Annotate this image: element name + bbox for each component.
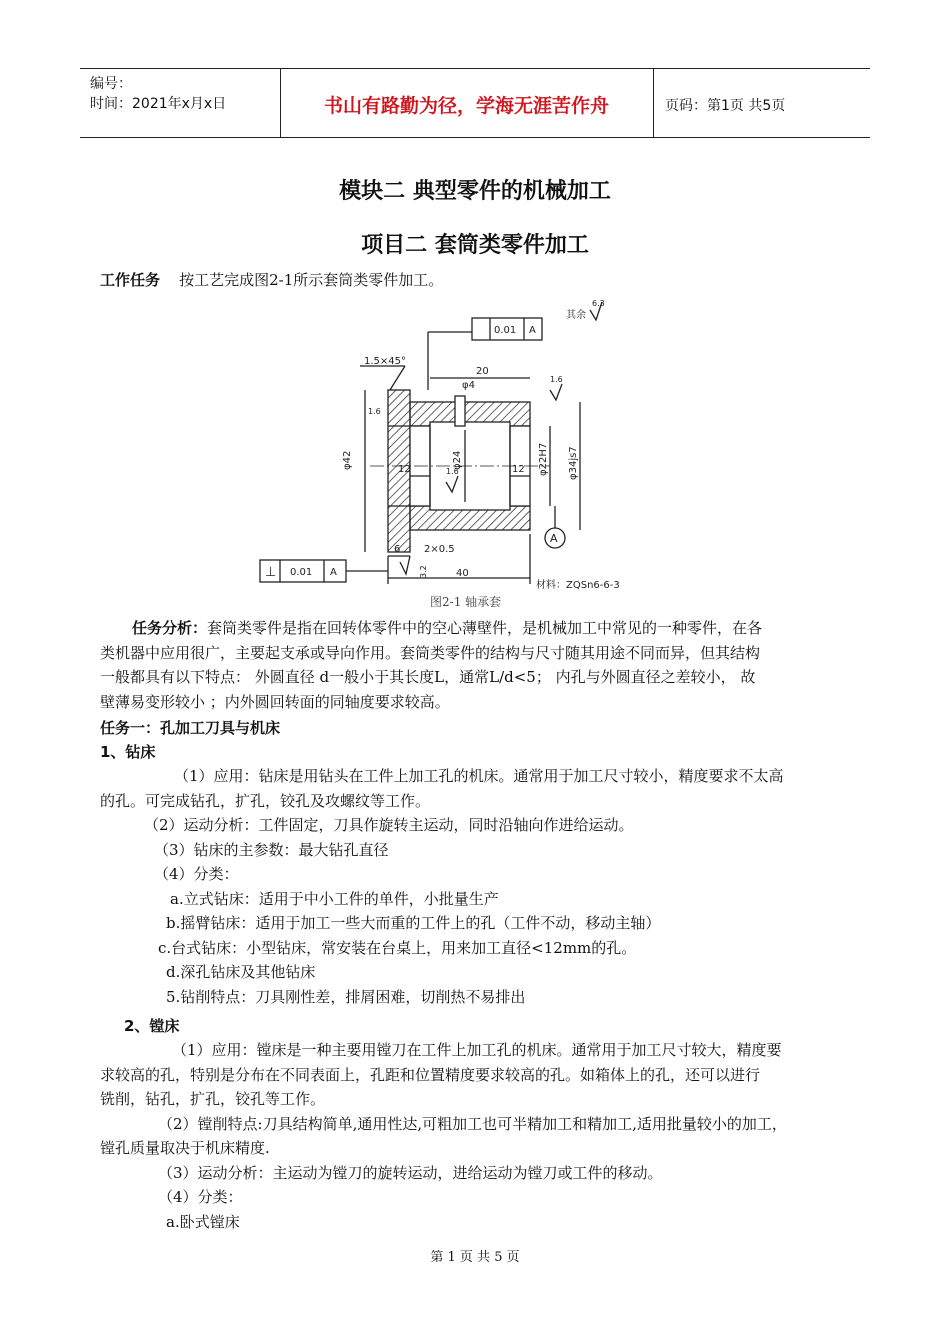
phi4-label: φ4	[462, 380, 475, 391]
len12a-label: 12	[398, 464, 411, 475]
drill-line-3: （2）运动分析：工件固定，刀具作旋转主运动，同时沿轴向作进给运动。	[144, 816, 634, 834]
tol-bottom-datum: A	[330, 567, 337, 578]
analysis-line-1: 套筒类零件是指在回转体零件中的空心薄壁件，是机械加工中常见的一种零件，在各	[207, 619, 763, 637]
tol-top-value: 0.01	[494, 325, 517, 336]
header-motto-cell	[280, 69, 654, 137]
len6-label: 6	[394, 544, 401, 555]
boring-line-2: 求较高的孔，特别是分布在不同表面上，孔距和位置精度要求较高的孔。如箱体上的孔，还可以进行	[100, 1065, 761, 1084]
phi34-label: φ34js7	[568, 446, 579, 480]
drill-line-4: （3）钻床的主参数：最大钻孔直径	[154, 840, 389, 859]
phi42-label: φ42	[342, 450, 353, 470]
project-title: 项目二 套筒类零件加工	[361, 233, 589, 258]
boring-section	[100, 1038, 852, 1234]
boring-line-1: （1）应用：镗床是一种主要用镗刀在工件上加工孔的机床。通常用于加工尺寸较大，精度要	[172, 1041, 782, 1059]
bushing-drawing	[250, 298, 630, 598]
boring-heading: 2、镗床	[124, 1017, 180, 1035]
ra16a-label: 1.6	[550, 375, 563, 384]
analysis-paragraph	[100, 616, 852, 714]
analysis-line-2: 类机器中应用很广，主要起支承或导向作用。套筒类零件的结构与尺寸随其用途不同而异，但其结构	[100, 643, 761, 662]
datum-a-label: A	[550, 532, 558, 545]
work-task	[100, 268, 852, 293]
groove-label: 2×0.5	[424, 544, 455, 555]
boring-line-6: （3）运动分析：主运动为镗刀的旋转运动，进给运动为镗刀或工件的移动。	[158, 1163, 663, 1182]
code-label: 编号：	[90, 76, 132, 92]
work-task-text: 按工艺完成图2-1所示套筒类零件加工。	[179, 271, 444, 289]
analysis-label: 任务分析：	[132, 619, 208, 637]
oil-hole	[455, 396, 465, 426]
page-footer: 第 1 页 共 5 页	[430, 1250, 520, 1265]
drill-section	[100, 764, 852, 1009]
figure-caption: 图2-1 轴承套	[430, 595, 502, 607]
work-task-label: 工作任务	[100, 271, 161, 289]
time-label: 时间：2021年x月x日	[90, 96, 227, 112]
boring-line-3: 铣削，钻孔，扩孔，铰孔等工作。	[100, 1090, 326, 1108]
ra16c-label: 1.6	[368, 407, 381, 416]
perp-symbol: ⊥	[265, 565, 277, 580]
drill-line-1: （1）应用：钻床是用钻头在工件上加工孔的机床。通常用于加工尺寸较小，精度要求不太高	[174, 767, 784, 785]
drill-line-7: b.摇臂钻床：适用于加工一些大而重的工件上的孔（工件不动，移动主轴）	[166, 914, 661, 932]
boring-line-7: （4）分类：	[158, 1188, 243, 1206]
boring-line-4: （2）镗削特点:刀具结构简单,通用性达,可粗加工也可半精加工和精加工,适用批量较小的加工，	[158, 1114, 787, 1133]
tol-bottom-value: 0.01	[290, 567, 313, 578]
motto: 书山有路勤为径，学海无涯苦作舟	[323, 95, 609, 117]
drill-line-9: d.深孔钻床及其他钻床	[166, 963, 316, 981]
chamfer-label: 1.5×45°	[364, 356, 407, 367]
phi22-label: φ22H7	[538, 442, 549, 476]
phi24-label: φ24	[452, 450, 463, 470]
drill-heading: 1、钻床	[100, 743, 156, 761]
len12b-label: 12	[512, 464, 525, 475]
rough-label: 其余	[566, 310, 586, 321]
drill-line-6: a.立式钻床：适用于中小工件的单件，小批量生产	[170, 889, 499, 908]
drill-line-10: 5.钻削特点：刀具刚性差，排屑困难，切削热不易排出	[166, 987, 526, 1006]
rough-value: 6.3	[592, 299, 605, 308]
drill-line-8: c.台式钻床：小型钻床，常安装在台桌上，用来加工直径<12mm的孔。	[158, 938, 637, 957]
analysis-line-4: 壁薄易变形较小 ；内外圆回转面的同轴度要求较高。	[100, 692, 450, 711]
module-title: 模块二 典型零件的机械加工	[339, 179, 611, 204]
boring-line-5: 镗孔质量取决于机床精度.	[100, 1139, 270, 1157]
ra32-label: 3.2	[419, 565, 428, 578]
header-page-cell	[653, 69, 870, 137]
header-info-cell	[80, 69, 281, 137]
boring-line-8: a.卧式镗床	[166, 1212, 240, 1231]
material-label: 材料：ZQSn6-6-3	[536, 580, 620, 591]
page-label: 页码：第1页 共5页	[665, 98, 786, 114]
len40-label: 40	[456, 568, 469, 579]
ra16b-label: 1.6	[446, 467, 459, 476]
len20-label: 20	[476, 366, 489, 377]
header-table	[80, 68, 870, 138]
drill-line-2: 的孔。可完成钻孔，扩孔，铰孔及攻螺纹等工作。	[100, 791, 431, 810]
analysis-line-3: 一般都具有以下特点： 外圆直径 d一般小于其长度L，通常L/d<5； 内孔与外圆直径之差较小， 故	[100, 668, 756, 686]
tol-top-datum: A	[529, 325, 536, 336]
drill-line-5: （4）分类：	[154, 865, 239, 883]
task1-heading: 任务一：孔加工刀具与机床	[100, 719, 281, 737]
